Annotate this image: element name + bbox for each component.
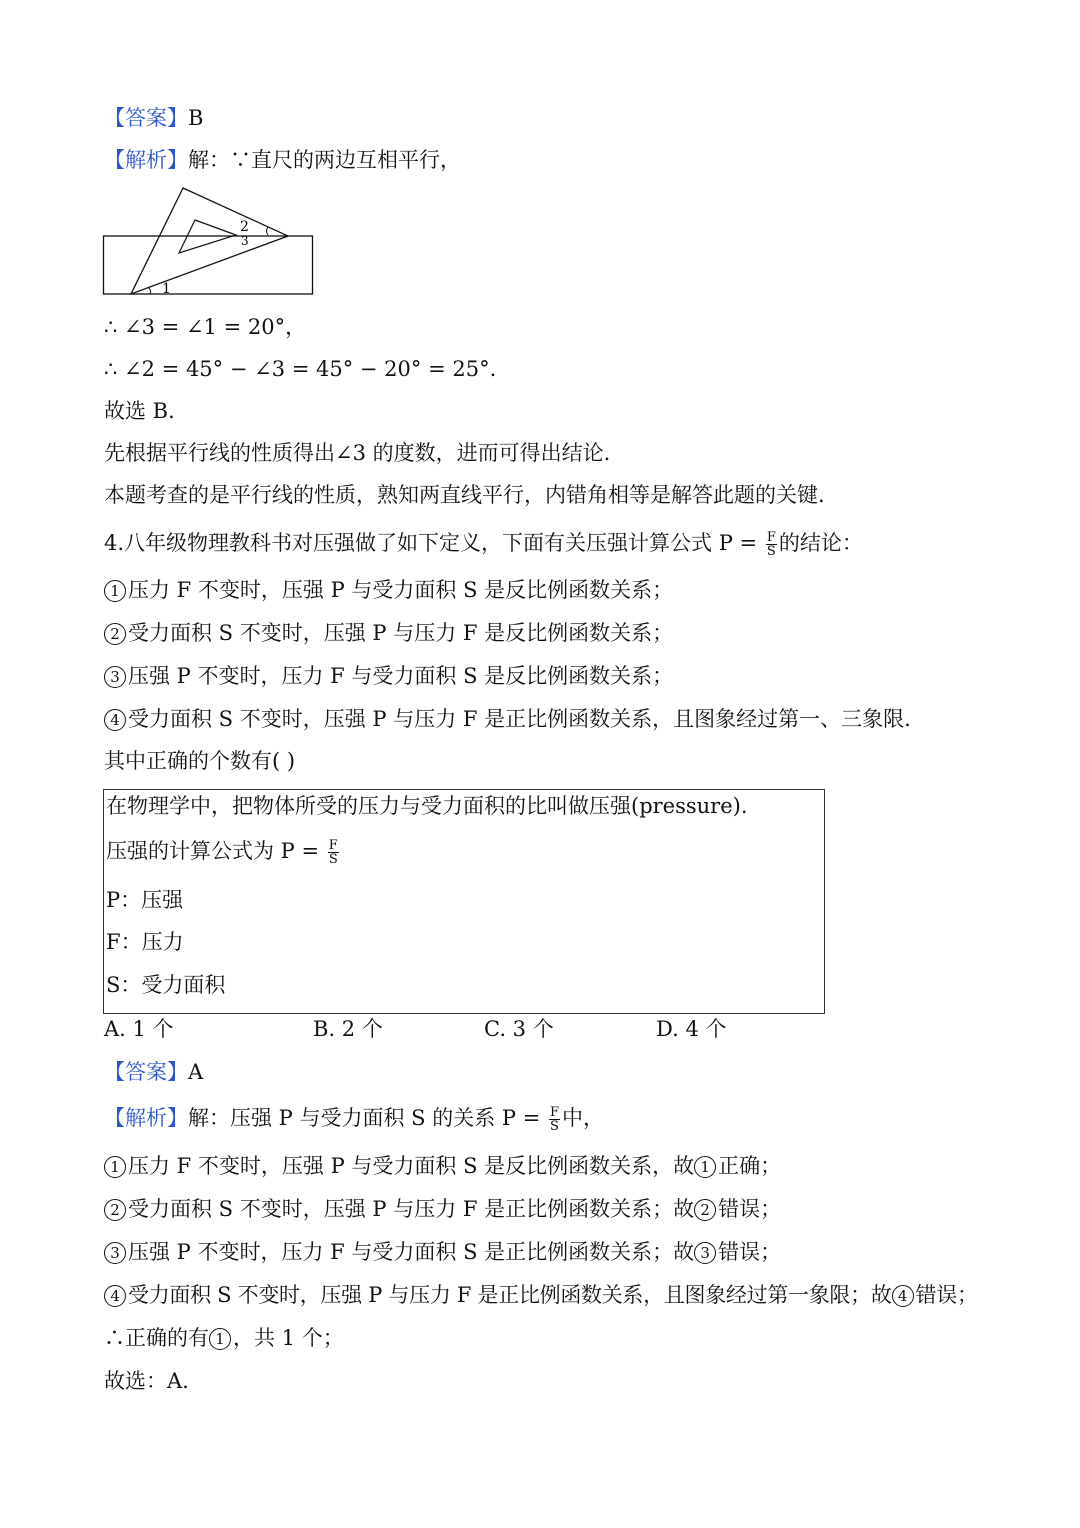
question-stem-after: 的结论： [778,531,863,555]
statement-4 [104,704,911,734]
fraction-numerator: F [766,530,776,545]
option-a: A. 1 个 [104,1017,174,1041]
analysis-item-4 [104,1280,978,1310]
analysis-line-1 [104,145,461,175]
circled-number: 2 [104,1199,126,1221]
definition-s: S：受力面积 [106,973,226,997]
question-stem-before: 4.八年级物理教科书对压强做了如下定义，下面有关压强计算公式 P = [104,531,758,555]
figure-label-3: 3 [241,234,249,248]
analysis-item-text: 压力 F 不变时，压强 P 与受力面积 S 是反比例函数关系，故 [128,1154,695,1178]
circled-ref: 3 [694,1242,716,1264]
analysis-conclusion [104,1323,344,1353]
circled-number: 2 [104,623,126,645]
analysis-item-end: 错误； [718,1197,782,1221]
analysis-denominator: S [550,1119,559,1134]
circled-number: 3 [104,666,126,688]
fraction-denominator: S [766,544,776,559]
option-d: D. 4 个 [656,1017,727,1041]
figure-label-1: 1 [162,281,171,297]
analysis-fraction [549,1106,560,1133]
circled-number: 4 [104,1285,126,1307]
statement-3 [104,661,673,691]
analysis-step-2: ∴ ∠2 = 45° − ∠3 = 45° − 20° = 25°. [104,357,497,381]
definition-numerator: F [328,838,338,853]
analysis-choice-2: 故选：A. [104,1369,189,1393]
answer-tag: 【答案】 [104,106,188,130]
definition-line-2 [106,836,341,866]
circled-ref: 1 [209,1328,231,1350]
definition-box [103,789,825,1014]
analysis-text: 解：∵直尺的两边互相平行， [188,148,461,172]
answer-value: B [188,106,204,130]
analysis-item-3 [104,1237,781,1267]
statement-text: 压强 P 不变时，压力 F 与受力面积 S 是反比例函数关系； [128,664,674,688]
definition-f: F：压力 [106,930,184,954]
statement-text: 受力面积 S 不变时，压强 P 与压力 F 是反比例函数关系； [128,621,674,645]
analysis-tag: 【解析】 [104,148,188,172]
ruler-triangle-figure [100,183,320,301]
figure-label-2: 2 [240,219,249,235]
statement-text: 压力 F 不变时，压强 P 与受力面积 S 是反比例函数关系； [128,578,674,602]
answer-line-1 [104,103,203,133]
analysis-summary: 本题考查的是平行线的性质，熟知两直线平行，内错角相等是解答此题的关键. [104,483,825,507]
statement-2 [104,618,673,648]
analysis-item-end: 错误； [718,1240,782,1264]
analysis-item-text: 压强 P 不变时，压力 F 与受力面积 S 是正比例函数关系；故 [128,1240,695,1264]
conclusion-before: ∴正确的有 [104,1326,209,1350]
circled-ref: 4 [892,1285,914,1307]
question-ask: 其中正确的个数有( ) [104,749,296,773]
analysis-choice: 故选 B. [104,399,175,423]
analysis-item-end: 正确； [718,1154,782,1178]
analysis-text-before: 解：压强 P 与受力面积 S 的关系 P = [188,1106,541,1130]
analysis-item-2 [104,1194,781,1224]
answer-tag: 【答案】 [104,1060,188,1084]
question-4-stem [104,528,863,558]
definition-line-1: 在物理学中，把物体所受的压力与受力面积的比叫做压强(pressure). [106,794,748,818]
definition-p: P：压强 [106,888,184,912]
circled-ref: 2 [694,1199,716,1221]
option-b: B. 2 个 [313,1017,383,1041]
analysis-item-end: 错误； [915,1283,978,1307]
analysis-tag: 【解析】 [104,1106,188,1130]
analysis-item-text: 受力面积 S 不变时，压强 P 与压力 F 是正比例函数关系，且图象经过第一象限；故 [128,1283,892,1307]
definition-formula-text: 压强的计算公式为 P = [106,839,320,863]
analysis-hint: 先根据平行线的性质得出∠3 的度数，进而可得出结论. [104,441,611,465]
option-c: C. 3 个 [484,1017,554,1041]
conclusion-after: ，共 1 个； [233,1326,344,1350]
formula-fraction [766,531,777,558]
analysis-line-2 [104,1103,604,1133]
answer-value: A [188,1060,204,1084]
circled-number: 1 [104,1156,126,1178]
analysis-item-1 [104,1151,781,1181]
definition-fraction [328,839,339,866]
analysis-item-text: 受力面积 S 不变时，压强 P 与压力 F 是正比例函数关系；故 [128,1197,695,1221]
definition-denominator: S [328,852,338,867]
analysis-numerator: F [549,1105,560,1120]
statement-text: 受力面积 S 不变时，压强 P 与压力 F 是正比例函数关系，且图象经过第一、三象限. [128,707,911,731]
circled-number: 3 [104,1242,126,1264]
analysis-step-1: ∴ ∠3 = ∠1 = 20°， [104,315,307,339]
circled-number: 1 [104,580,126,602]
circled-ref: 1 [694,1156,716,1178]
answer-line-2 [104,1057,203,1087]
circled-number: 4 [104,709,126,731]
statement-1 [104,575,673,605]
analysis-text-after: 中， [562,1106,605,1130]
